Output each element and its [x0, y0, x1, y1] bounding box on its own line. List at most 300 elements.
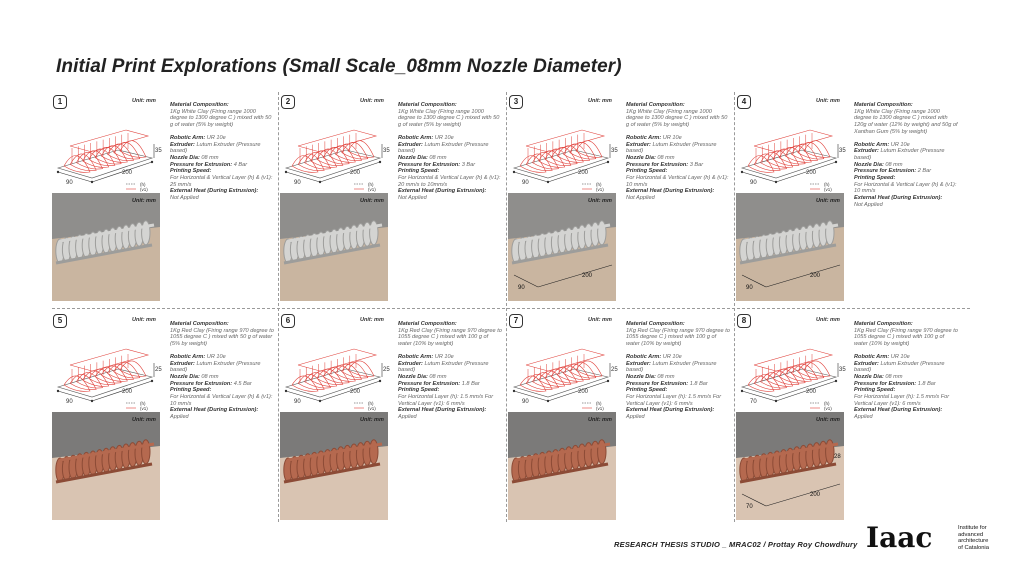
- diagram-container: [736, 110, 844, 192]
- dim-point: [835, 380, 837, 382]
- spec-value-nozzle: 08 mm: [429, 373, 447, 380]
- spec-list: [170, 102, 274, 202]
- spec-label-pressure: Pressure for Extrusion:: [854, 380, 917, 387]
- spec-value-speed: For Horizontal & Vertical Layer (h) & (v1): 20 mm/s to 10mm/s: [398, 175, 501, 188]
- spec-value-heat: Applied: [626, 414, 645, 421]
- legend-h-label: (h): [368, 401, 374, 406]
- spec-label-pressure: Pressure for Extrusion:: [398, 380, 461, 387]
- spec-label-material: Material Composition:: [854, 102, 913, 108]
- dim-point: [379, 161, 381, 163]
- photo-unit-label: Unit: mm: [816, 417, 840, 423]
- dim-point: [319, 400, 321, 402]
- spec-list: [398, 102, 502, 202]
- panel-number: 3: [509, 95, 523, 109]
- legend-v-label: (v1): [368, 406, 376, 411]
- print-panel-6: [280, 313, 500, 521]
- print-path-top: [526, 130, 604, 152]
- print-path-diagram: [52, 329, 160, 411]
- dim-point: [607, 380, 609, 382]
- dim-length: 200: [806, 170, 817, 176]
- spec-value-nozzle: 08 mm: [429, 154, 447, 161]
- dim-line: [286, 172, 320, 182]
- print-path-diagram: [52, 110, 160, 192]
- dim-point: [285, 390, 287, 392]
- print-path-top: [754, 349, 832, 371]
- legend-h-label: (h): [824, 182, 830, 187]
- unit-label: Unit: mm: [360, 98, 384, 104]
- print-path-loop: [120, 361, 146, 376]
- dim-point: [741, 390, 743, 392]
- print-photo: [52, 193, 160, 301]
- spec-label-robotic_arm: Robotic Arm:: [398, 134, 434, 141]
- spec-value-material: 1Kg White Clay (Firing range 1000 degree to 1300 degree C ) mixed with 50 g of water (5% by weight): [626, 108, 728, 129]
- photo-container: [52, 193, 160, 301]
- logo-line: advanced: [958, 531, 984, 538]
- footer-credit: RESEARCH THESIS STUDIO _ MRAC02 / Prottay Roy Chowdhury: [614, 540, 858, 549]
- spec-list: [626, 102, 730, 202]
- spec-label-speed: Printing Speed:: [398, 387, 440, 394]
- photo-dim-width: 90: [518, 285, 525, 291]
- spec-value-extruder: Lutum Extruder (Pressure based): [398, 360, 489, 374]
- spec-label-heat: External Heat (During Extrusion):: [626, 407, 715, 414]
- print-photo: [508, 193, 616, 301]
- photo-container: [52, 412, 160, 520]
- dim-line: [742, 172, 776, 182]
- spec-label-extruder: Extruder:: [854, 148, 879, 155]
- spec-label-nozzle: Nozzle Dia:: [398, 373, 428, 380]
- spec-value-speed: For Horizontal Layer (h): 1.5 mm/s For Vertical Layer (v1): 6 mm/s: [626, 394, 722, 407]
- photo-container: [736, 412, 844, 520]
- dim-height: 35: [839, 367, 846, 373]
- logo-line: architecture: [958, 538, 989, 545]
- dim-width: 90: [294, 180, 301, 186]
- spec-label-robotic_arm: Robotic Arm:: [398, 353, 434, 360]
- legend-v-label: (v1): [140, 187, 148, 192]
- spec-label-material: Material Composition:: [170, 102, 229, 108]
- print-path-loop: [348, 361, 374, 376]
- spec-value-pressure: 3 Bar: [461, 161, 476, 168]
- dim-width: 70: [750, 399, 757, 405]
- legend-h-label: (h): [368, 182, 374, 187]
- spec-label-extruder: Extruder:: [626, 360, 651, 367]
- print-panel-3: [508, 94, 728, 302]
- spec-value-heat: Applied: [170, 414, 189, 421]
- spec-value-robotic_arm: UR 10e: [890, 353, 910, 360]
- panel-number: 7: [509, 314, 523, 328]
- spec-label-extruder: Extruder:: [170, 360, 195, 367]
- spec-label-pressure: Pressure for Extrusion:: [854, 168, 917, 175]
- spec-value-heat: Applied: [854, 414, 873, 421]
- photo-unit-label: Unit: mm: [360, 417, 384, 423]
- spec-value-extruder: Lutum Extruder (Pressure based): [170, 360, 261, 374]
- print-path-loop: [526, 154, 552, 171]
- spec-list: [854, 321, 958, 421]
- unit-label: Unit: mm: [588, 98, 612, 104]
- spec-value-heat: Not Applied: [854, 201, 883, 208]
- spec-label-robotic_arm: Robotic Arm:: [170, 134, 206, 141]
- dim-point: [151, 161, 153, 163]
- dim-line: [58, 172, 92, 182]
- spec-label-robotic_arm: Robotic Arm:: [170, 353, 206, 360]
- diagram-container: [280, 110, 388, 192]
- spec-value-pressure: 1.8 Bar: [689, 380, 708, 387]
- spec-label-speed: Printing Speed:: [398, 168, 440, 175]
- spec-label-extruder: Extruder:: [854, 360, 879, 367]
- spec-label-material: Material Composition:: [398, 102, 457, 108]
- spec-label-pressure: Pressure for Extrusion:: [398, 161, 461, 168]
- dim-point: [835, 161, 837, 163]
- dim-width: 90: [522, 399, 529, 405]
- spec-value-robotic_arm: UR 10e: [206, 353, 226, 360]
- spec-label-heat: External Heat (During Extrusion):: [398, 407, 487, 414]
- print-path-loop: [76, 152, 102, 169]
- spec-label-speed: Printing Speed:: [626, 387, 668, 394]
- spec-label-speed: Printing Speed:: [626, 168, 668, 175]
- spec-label-speed: Printing Speed:: [170, 168, 212, 175]
- diagram-container: [52, 110, 160, 192]
- unit-label: Unit: mm: [588, 317, 612, 323]
- print-path-top: [754, 130, 832, 152]
- photo-container: [508, 193, 616, 301]
- column-divider: [734, 92, 735, 522]
- legend-h-label: (h): [824, 401, 830, 406]
- dim-height: 35: [383, 148, 390, 154]
- legend-v-label: (v1): [140, 406, 148, 411]
- print-panel-7: [508, 313, 728, 521]
- spec-label-pressure: Pressure for Extrusion:: [170, 380, 233, 387]
- dim-length: 200: [578, 170, 589, 176]
- legend-h-label: (h): [596, 182, 602, 187]
- spec-value-speed: For Horizontal Layer (h): 1.5 mm/s For Vertical Layer (v1): 6 mm/s: [398, 394, 494, 407]
- spec-label-pressure: Pressure for Extrusion:: [626, 161, 689, 168]
- spec-value-material: 1Kg Red Clay (Firing range 970 degree to 1055 degree C ) mixed with 100 g of water (10% by weight): [398, 327, 502, 348]
- spec-label-speed: Printing Speed:: [170, 387, 212, 394]
- photo-unit-label: Unit: mm: [360, 198, 384, 204]
- spec-label-heat: External Heat (During Extrusion):: [854, 407, 943, 414]
- print-path-top: [298, 130, 376, 152]
- photo-unit-label: Unit: mm: [132, 417, 156, 423]
- spec-value-robotic_arm: UR 10e: [434, 353, 454, 360]
- print-path-diagram: [280, 329, 388, 411]
- spec-value-robotic_arm: UR 10e: [434, 134, 454, 141]
- spec-value-pressure: 3 Bar: [689, 161, 704, 168]
- spec-value-speed: For Horizontal & Vertical Layer (h) & (v1): 10 mm/s: [170, 394, 273, 407]
- spec-label-extruder: Extruder:: [626, 141, 651, 148]
- dim-height: 35: [611, 148, 618, 154]
- spec-value-speed: For Horizontal & Vertical Layer (h) & (v1): 10 mm/s: [854, 181, 957, 195]
- spec-value-pressure: 2 Bar: [917, 168, 932, 175]
- legend-h-label: (h): [596, 401, 602, 406]
- spec-value-extruder: Lutum Extruder (Pressure based): [398, 141, 489, 155]
- panel-number: 5: [53, 314, 67, 328]
- spec-label-nozzle: Nozzle Dia:: [170, 154, 200, 161]
- iaac-logo-mark: Iaac: [866, 521, 933, 554]
- panel-number: 2: [281, 95, 295, 109]
- photo-dim-length: 200: [810, 492, 821, 498]
- dim-height: 25: [155, 367, 162, 373]
- spec-label-heat: External Heat (During Extrusion):: [398, 188, 487, 195]
- dim-point: [151, 380, 153, 382]
- spec-value-heat: Not Applied: [170, 195, 199, 202]
- print-panel-8: [736, 313, 956, 521]
- spec-value-speed: For Horizontal Layer (h): 1.5 mm/s For Vertical Layer (v1): 6 mm/s: [854, 394, 950, 407]
- spec-value-pressure: 4.5 Bar: [233, 380, 252, 387]
- print-path-loop: [292, 156, 318, 173]
- spec-label-nozzle: Nozzle Dia:: [170, 373, 200, 380]
- spec-value-extruder: Lutum Extruder (Pressure based): [170, 141, 261, 155]
- spec-label-robotic_arm: Robotic Arm:: [626, 353, 662, 360]
- photo-unit-label: Unit: mm: [816, 198, 840, 204]
- row-divider: [52, 308, 970, 309]
- spec-value-nozzle: 08 mm: [657, 373, 675, 380]
- spec-value-extruder: Lutum Extruder (Pressure based): [626, 141, 717, 155]
- dim-point: [547, 181, 549, 183]
- dim-point: [57, 390, 59, 392]
- print-path-top: [70, 130, 148, 152]
- photo-container: [736, 193, 844, 301]
- spec-label-extruder: Extruder:: [398, 141, 423, 148]
- print-path-loop: [298, 154, 324, 171]
- diagram-container: [52, 329, 160, 411]
- photo-dim-width: 90: [746, 285, 753, 291]
- dim-point: [91, 181, 93, 183]
- panel-number: 8: [737, 314, 751, 328]
- column-divider: [506, 92, 507, 522]
- spec-label-nozzle: Nozzle Dia:: [854, 373, 884, 380]
- print-path-loop: [532, 152, 558, 169]
- dim-point: [513, 390, 515, 392]
- legend-v-label: (v1): [596, 187, 604, 192]
- spec-value-material: 1Kg White Clay (Firing range 1000 degree to 1300 degree C ) mixed with 50 g of water (5% by weight): [398, 108, 500, 129]
- spec-label-extruder: Extruder:: [170, 141, 195, 148]
- photo-container: [280, 193, 388, 301]
- dim-point: [775, 400, 777, 402]
- print-path-top: [298, 349, 376, 371]
- print-path-top: [70, 349, 148, 371]
- print-photo: [280, 193, 388, 301]
- dim-height: 35: [155, 148, 162, 154]
- diagram-container: [508, 329, 616, 411]
- print-path-diagram: [736, 110, 844, 192]
- spec-label-material: Material Composition:: [626, 102, 685, 108]
- logo-line: Institute for: [958, 525, 987, 531]
- spec-list: [854, 102, 958, 209]
- dim-length: 200: [578, 389, 589, 395]
- panel-number: 4: [737, 95, 751, 109]
- dim-length: 200: [350, 389, 361, 395]
- unit-label: Unit: mm: [132, 317, 156, 323]
- print-path-loop: [576, 361, 602, 376]
- spec-label-robotic_arm: Robotic Arm:: [854, 141, 890, 148]
- dim-point: [741, 171, 743, 173]
- print-panel-2: [280, 94, 500, 302]
- print-panel-1: [52, 94, 272, 302]
- print-path-loop: [64, 156, 90, 173]
- spec-value-pressure: 1.8 Bar: [461, 380, 480, 387]
- photo-container: [508, 412, 616, 520]
- dim-length: 200: [122, 389, 133, 395]
- photo-dim-length: 200: [810, 273, 821, 279]
- spec-list: [626, 321, 730, 421]
- dim-point: [607, 161, 609, 163]
- dim-width: 90: [522, 180, 529, 186]
- dim-point: [285, 171, 287, 173]
- dim-point: [379, 380, 381, 382]
- spec-value-nozzle: 08 mm: [885, 161, 903, 168]
- unit-label: Unit: mm: [816, 317, 840, 323]
- dim-width: 90: [750, 180, 757, 186]
- dim-length: 200: [350, 170, 361, 176]
- unit-label: Unit: mm: [132, 98, 156, 104]
- print-path-top: [526, 349, 604, 371]
- spec-value-extruder: Lutum Extruder (Pressure based): [854, 148, 945, 161]
- dim-point: [513, 171, 515, 173]
- dim-height: 25: [611, 367, 618, 373]
- dim-point: [547, 400, 549, 402]
- spec-value-speed: For Horizontal & Vertical Layer (h) & (v1): 10 mm/s: [626, 175, 729, 188]
- logo-line: of Catalonia: [958, 544, 989, 551]
- spec-value-material: 1Kg White Clay (Firing range 1000 degree to 1300 degree C ) mixed with 120g of water (12% by weight) and 50g of Xanthan Gum (5% by weight): [854, 108, 958, 135]
- spec-value-robotic_arm: UR 10e: [890, 141, 910, 148]
- unit-label: Unit: mm: [360, 317, 384, 323]
- panel-number: 1: [53, 95, 67, 109]
- print-photo: [508, 412, 616, 520]
- spec-label-heat: External Heat (During Extrusion):: [170, 188, 259, 195]
- spec-value-nozzle: 08 mm: [201, 154, 219, 161]
- spec-value-heat: Not Applied: [398, 195, 427, 202]
- dim-line: [514, 391, 548, 401]
- dim-height: 35: [839, 148, 846, 154]
- print-photo: [736, 193, 844, 301]
- photo-dim-width: 70: [746, 504, 753, 510]
- spec-value-material: 1Kg Red Clay (Firing range 970 degree to 1055 degree C ) mixed with 50 g of water (5% by weight): [170, 327, 274, 348]
- print-path-diagram: [280, 110, 388, 192]
- print-path-loop: [760, 152, 786, 169]
- photo-unit-label: Unit: mm: [132, 198, 156, 204]
- spec-label-pressure: Pressure for Extrusion:: [626, 380, 689, 387]
- spec-label-nozzle: Nozzle Dia:: [626, 373, 656, 380]
- legend-h-label: (h): [140, 182, 146, 187]
- dim-height: 25: [383, 367, 390, 373]
- spec-label-material: Material Composition:: [626, 321, 685, 327]
- print-panel-4: [736, 94, 956, 302]
- spec-value-material: 1Kg Red Clay (Firing range 970 degree to 1055 degree C ) mixed with 100 g of water (10% by weight): [854, 327, 958, 348]
- diagram-container: [508, 110, 616, 192]
- spec-label-material: Material Composition:: [854, 321, 913, 327]
- print-path-loop: [70, 154, 96, 171]
- print-path-loop: [520, 156, 546, 173]
- spec-value-robotic_arm: UR 10e: [206, 134, 226, 141]
- spec-label-heat: External Heat (During Extrusion):: [170, 407, 259, 414]
- spec-value-nozzle: 08 mm: [885, 373, 903, 380]
- dim-line: [58, 391, 92, 401]
- legend-v-label: (v1): [596, 406, 604, 411]
- print-photo: [736, 412, 844, 520]
- spec-list: [170, 321, 274, 421]
- spec-value-pressure: 4 Bar: [233, 161, 248, 168]
- dim-line: [286, 391, 320, 401]
- spec-list: [398, 321, 502, 421]
- spec-value-nozzle: 08 mm: [657, 154, 675, 161]
- print-path-diagram: [736, 329, 844, 411]
- spec-value-material: 1Kg Red Clay (Firing range 970 degree to 1055 degree C ) mixed with 100 g of water (10% by weight): [626, 327, 730, 348]
- spec-label-material: Material Composition:: [170, 321, 229, 327]
- dim-width: 90: [66, 180, 73, 186]
- spec-value-robotic_arm: UR 10e: [662, 134, 682, 141]
- iaac-logo-text: [958, 525, 1018, 551]
- legend-h-label: (h): [140, 401, 146, 406]
- spec-value-nozzle: 08 mm: [201, 373, 219, 380]
- legend-v-label: (v1): [824, 406, 832, 411]
- legend-v-label: (v1): [368, 187, 376, 192]
- iaac-logo: [866, 522, 956, 552]
- diagram-container: [280, 329, 388, 411]
- spec-value-heat: Not Applied: [626, 195, 655, 202]
- spec-label-nozzle: Nozzle Dia:: [854, 161, 884, 168]
- print-path-loop: [804, 361, 830, 376]
- spec-label-speed: Printing Speed:: [854, 387, 896, 394]
- dim-length: 200: [122, 170, 133, 176]
- print-path-diagram: [508, 329, 616, 411]
- print-photo: [280, 412, 388, 520]
- print-path-loop: [754, 154, 780, 171]
- dim-point: [775, 181, 777, 183]
- photo-unit-label: Unit: mm: [588, 198, 612, 204]
- spec-label-extruder: Extruder:: [398, 360, 423, 367]
- photo-dim-length: 200: [582, 273, 593, 279]
- spec-label-pressure: Pressure for Extrusion:: [170, 161, 233, 168]
- spec-value-pressure: 1.8 Bar: [917, 380, 936, 387]
- spec-value-robotic_arm: UR 10e: [662, 353, 682, 360]
- dim-point: [57, 171, 59, 173]
- spec-label-nozzle: Nozzle Dia:: [398, 154, 428, 161]
- dim-line: [742, 391, 776, 401]
- photo-unit-label: Unit: mm: [588, 417, 612, 423]
- spec-label-robotic_arm: Robotic Arm:: [854, 353, 890, 360]
- dim-point: [91, 400, 93, 402]
- photo-container: [280, 412, 388, 520]
- column-divider: [278, 92, 279, 522]
- spec-value-heat: Applied: [398, 414, 417, 421]
- spec-label-robotic_arm: Robotic Arm:: [626, 134, 662, 141]
- dim-width: 90: [294, 399, 301, 405]
- print-photo: [52, 412, 160, 520]
- print-path-diagram: [508, 110, 616, 192]
- print-path-loop: [304, 152, 330, 169]
- legend-v-label: (v1): [824, 187, 832, 192]
- spec-label-nozzle: Nozzle Dia:: [626, 154, 656, 161]
- dim-length: 200: [806, 389, 817, 395]
- diagram-container: [736, 329, 844, 411]
- dim-width: 90: [66, 399, 73, 405]
- photo-dim-height: 28: [834, 454, 841, 460]
- spec-value-material: 1Kg White Clay (Firing range 1000 degree to 1300 degree C ) mixed with 50 g of water (5% by weight): [170, 108, 272, 129]
- spec-label-heat: External Heat (During Extrusion):: [854, 195, 943, 202]
- page-title: Initial Print Explorations (Small Scale_08mm Nozzle Diameter): [56, 56, 622, 77]
- dim-point: [319, 181, 321, 183]
- unit-label: Unit: mm: [816, 98, 840, 104]
- spec-value-extruder: Lutum Extruder (Pressure based): [626, 360, 717, 374]
- spec-value-speed: For Horizontal & Vertical Layer (h) & (v1): 25 mm/s: [170, 175, 273, 188]
- print-panel-5: [52, 313, 272, 521]
- spec-label-heat: External Heat (During Extrusion):: [626, 188, 715, 195]
- spec-label-material: Material Composition:: [398, 321, 457, 327]
- panel-number: 6: [281, 314, 295, 328]
- spec-label-speed: Printing Speed:: [854, 175, 896, 182]
- dim-line: [514, 172, 548, 182]
- spec-value-extruder: Lutum Extruder (Pressure based): [854, 360, 945, 374]
- print-path-loop: [748, 156, 774, 173]
